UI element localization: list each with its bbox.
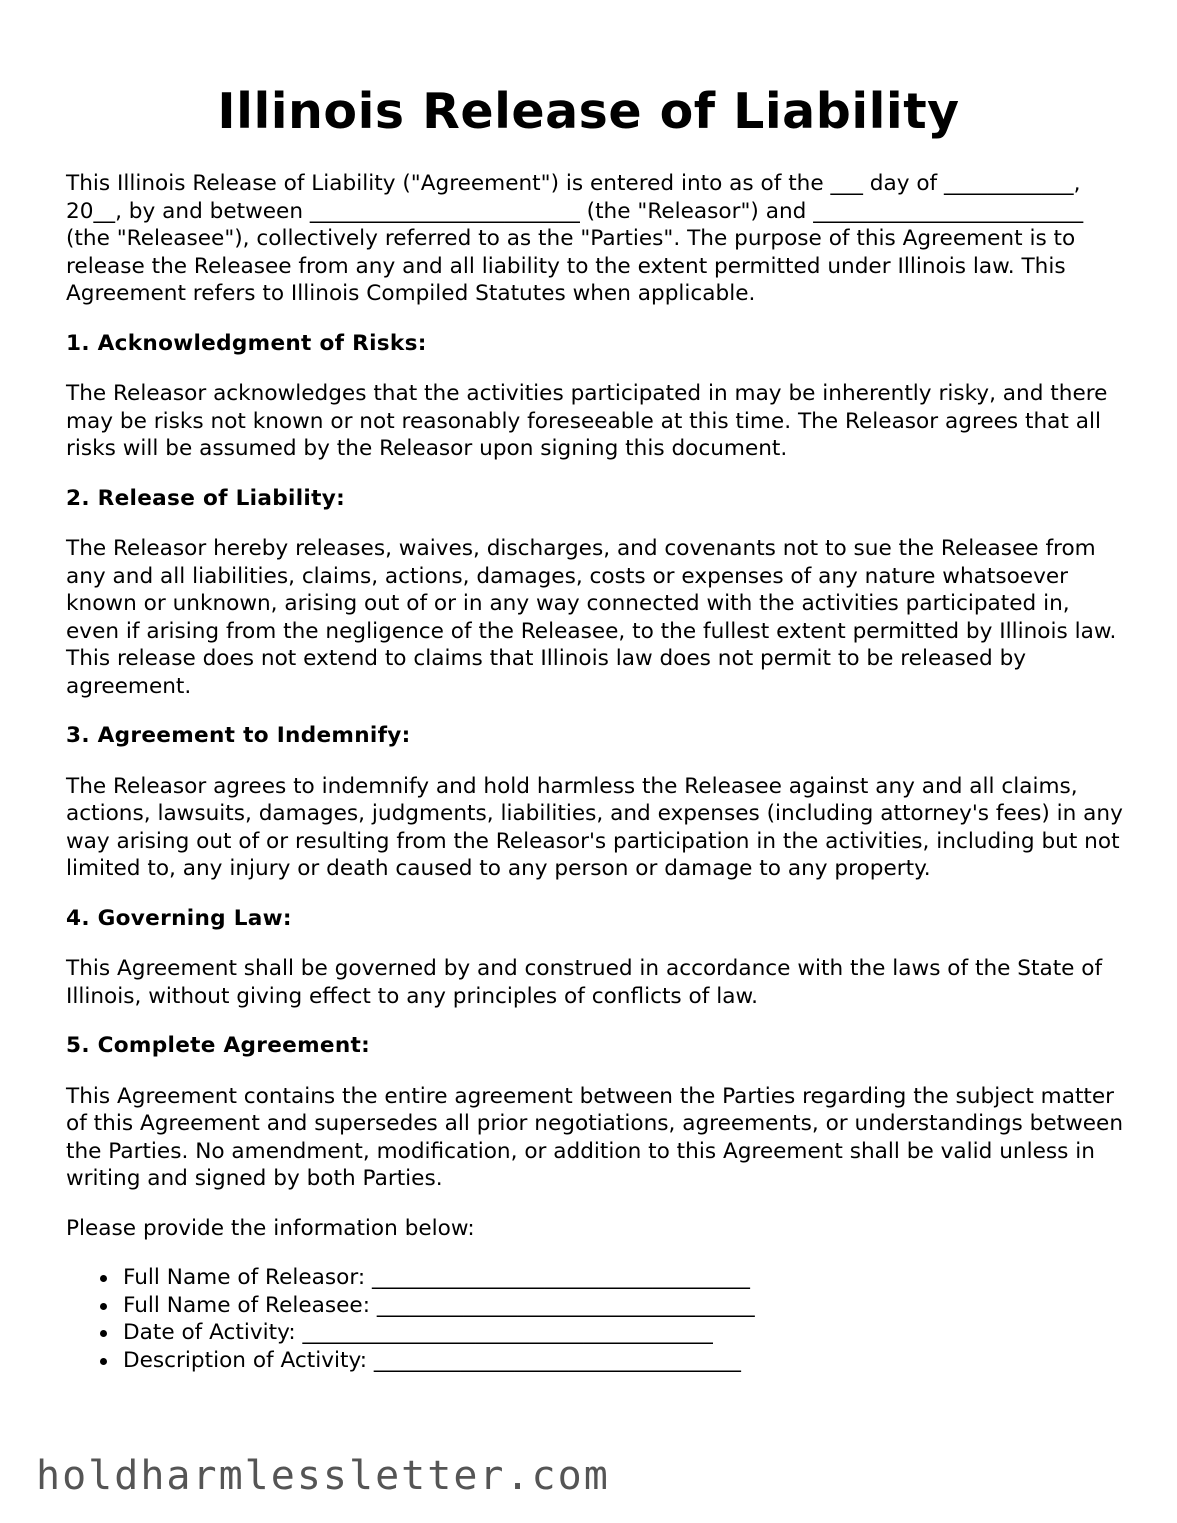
field-activity-description: Description of Activity: __________________________________ (123, 1347, 1126, 1375)
section-body-risks: The Releasor acknowledges that the activities participated in may be inherently risky, and there may be risks not known or not reasonably foreseeable at this time. The Releasor agrees that all risks will be assumed by the Releasor upon signing this document. (66, 381, 1108, 461)
section-heading-risks: 1. Acknowledgment of Risks: (66, 330, 427, 356)
intro-paragraph: This Illinois Release of Liability ("Agreement") is entered into as of the ___ day of ____________, 20__, by and between _________________________ (the "Releasor") and _________________________ (the "Releasee"), collectively referred to as the "Parties". The purpose of this Agreement is to release the Releasee from any and all liability to the extent permitted under Illinois law. This Agreement refers to Illinois Compiled Statutes when applicable. (66, 171, 1084, 306)
field-releasor-name: Full Name of Releasor: ___________________________________ (123, 1264, 1126, 1292)
field-releasee-name: Full Name of Releasee: ___________________________________ (123, 1292, 1126, 1320)
site-watermark: holdharmlessletter.com (36, 1453, 610, 1499)
section-heading-release: 2. Release of Liability: (66, 485, 346, 511)
info-field-list (66, 1264, 1126, 1374)
section-body-governing-law: This Agreement shall be governed by and construed in accordance with the laws of the State of Illinois, without giving effect to any principles of conflicts of law. (66, 956, 1103, 1009)
section-body-complete-agreement: This Agreement contains the entire agreement between the Parties regarding the subject matter of this Agreement and supersedes all prior negotiations, agreements, or understandings between the Parties. No amendment, modification, or addition to this Agreement shall be valid unless in writing and signed by both Parties. (66, 1083, 1124, 1191)
section-heading-governing-law: 4. Governing Law: (66, 905, 292, 931)
section-heading-complete-agreement: 5. Complete Agreement: (66, 1033, 371, 1058)
field-activity-date: Date of Activity: ______________________________________ (123, 1319, 1126, 1347)
document-title: Illinois Release of Liability (217, 83, 960, 140)
info-prompt: Please provide the information below: (66, 1215, 475, 1241)
section-body-release: The Releasor hereby releases, waives, discharges, and covenants not to sue the Releasee from any and all liabilities, claims, actions, damages, costs or expenses of any nature whatsoever known or unknown, arising out of or in any way connected with the activities participated in, even if arising from the negligence of the Releasee, to the fullest extent permitted by Illinois law. This release does not extend to claims that Illinois law does not permit to be released by agreement. (66, 536, 1117, 699)
section-heading-indemnify: 3. Agreement to Indemnify: (66, 723, 411, 748)
section-body-indemnify: The Releasor agrees to indemnify and hold harmless the Releasee against any and all claims, actions, lawsuits, damages, judgments, liabilities, and expenses (including attorney's fees) in any way arising out of or resulting from the Releasor's participation in the activities, including but not limited to, any injury or death caused to any person or damage to any property. (66, 773, 1123, 881)
document-body (66, 170, 1126, 1374)
